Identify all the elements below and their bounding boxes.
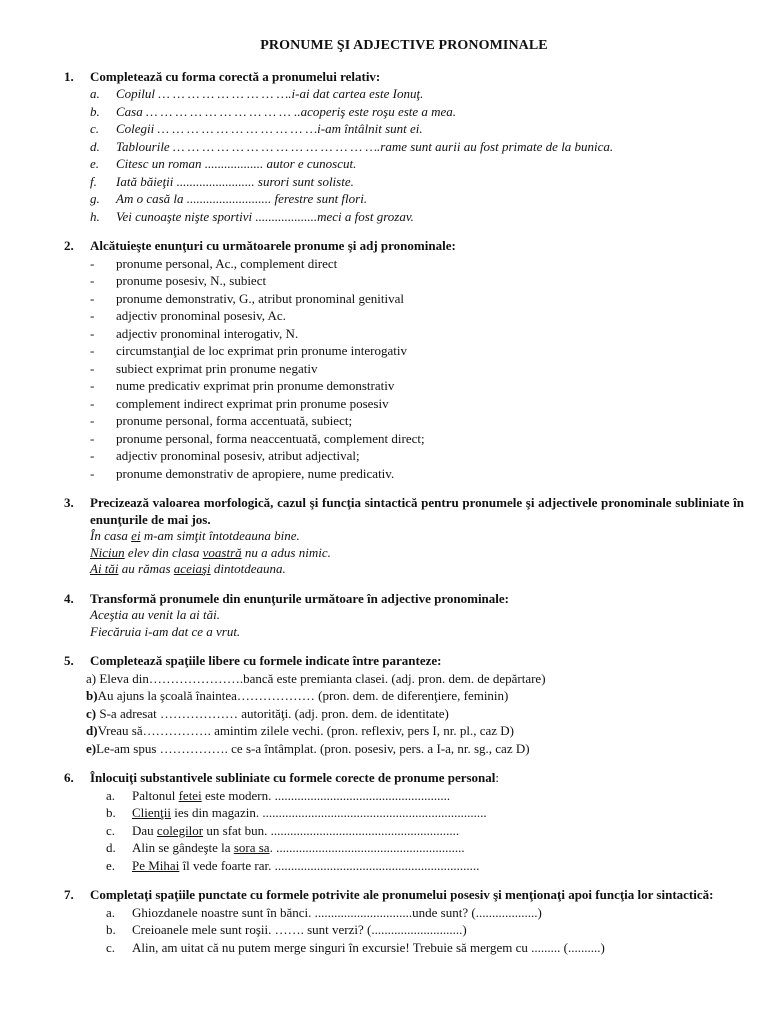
list-item: d. Alin se gândeşte la sora sa. .......................................................... bbox=[106, 840, 465, 855]
exercise-6-list bbox=[64, 788, 744, 875]
list-item: - pronume posesiv, N., subiect bbox=[90, 273, 267, 288]
list-item: g. Am o casă la .......................... ferestre sunt flori. bbox=[90, 191, 368, 206]
exercise-6: 6. Înlocuiţi substantivele subliniate cu formele corecte de pronume personal: a. Paltonul fetei este modern. ...................................................... b. Clienţii ies din magazin. ..................................................................... c. Dau colegilor un sfat bun. .......................................................... d. Alin se gândeşte la sora sa. .......................................................... e. Pe Mihai îl vede foarte rar. ............................................................... bbox=[64, 770, 744, 874]
exercise-number: 3. bbox=[64, 495, 74, 510]
list-item: - adjectiv pronominal interogativ, N. bbox=[90, 325, 299, 341]
exercise-number: 4. bbox=[64, 590, 74, 606]
exercise-heading: Precizează valoarea morfologică, cazul şi funcţia sintactică pentru pronumele şi adjectivele pronominale subliniate în enunţurile de mai jos. bbox=[90, 495, 744, 527]
sentence: În casa ei m-am simţit întotdeauna bine. bbox=[90, 528, 300, 543]
list-item: b)Au ajuns la şcoală înaintea……………… (pron. dem. de diferenţiere, feminin) bbox=[86, 688, 509, 703]
list-item: c. Colegii … … … … … … … … … … …i-am întâlnit sunt ei. bbox=[90, 121, 423, 136]
sentence: Niciun elev din clasa voastră nu a adus nimic. bbox=[90, 544, 331, 560]
exercise-number: 2. bbox=[64, 238, 74, 253]
list-item: - nume predicativ exprimat prin pronume demonstrativ bbox=[90, 378, 395, 393]
exercise-1 bbox=[64, 69, 744, 226]
sentence: Ai tăi au rămas aceiaşi dintotdeauna. bbox=[90, 561, 286, 576]
list-item: c. Alin, am uitat că nu putem merge singuri în excursie! Trebuie să mergem cu ......... (..........) bbox=[106, 939, 605, 955]
exercise-heading: Transformă pronumele din enunţurile următoare în adjective pronominale: bbox=[90, 590, 509, 606]
list-item: - adjectiv pronominal posesiv, Ac. bbox=[90, 308, 286, 323]
list-item: - adjectiv pronominal posesiv, atribut adjectival; bbox=[90, 448, 360, 463]
list-item: a. Paltonul fetei este modern. ...................................................... bbox=[106, 787, 451, 803]
list-item: - pronume personal, forma accentuată, subiect; bbox=[90, 413, 353, 428]
list-item: b. Creioanele mele sunt roşii. ……. sunt verzi? (............................) bbox=[106, 922, 467, 937]
list-item: b. Clienţii ies din magazin. ..................................................................... bbox=[106, 805, 487, 820]
list-item: e)Le-am spus ……………. ce s-a întâmplat. (pron. posesiv, pers. a I-a, nr. sg., caz D) bbox=[86, 740, 530, 756]
list-item: h. Vei cunoaşte nişte sportivi ...................meci a fost grozav. bbox=[90, 208, 414, 224]
list-item: d. Tablourile … … … … … … … … … … … … … ….rame sunt aurii au fost primate de la bunica. bbox=[90, 138, 614, 154]
list-item: a. Copilul … … … … … … … … ….i-ai dat cartea este Ionuţ. bbox=[90, 86, 424, 101]
list-item: c) S-a adresat ……………… autorităţi. (adj. pron. dem. de identitate) bbox=[86, 705, 449, 721]
exercise-heading: Completaţi spaţiile punctate cu formele potrivite ale pronumelui posesiv şi menţionaţi apoi funcţia lor sintactică: bbox=[90, 887, 714, 902]
exercise-heading: Înlocuiţi substantivele subliniate cu formele corecte de pronume personal bbox=[90, 770, 496, 785]
list-item: - pronume personal, Ac., complement direct bbox=[90, 255, 338, 271]
exercise-heading: Completează spaţiile libere cu formele indicate între paranteze: bbox=[90, 653, 442, 668]
list-item: - subiect exprimat prin pronume negativ bbox=[90, 360, 318, 376]
exercise-1-list bbox=[64, 86, 744, 225]
list-item: - pronume personal, forma neaccentuată, complement direct; bbox=[90, 430, 425, 446]
exercise-2 bbox=[64, 238, 744, 482]
list-item: - pronume demonstrativ de apropiere, nume predicativ. bbox=[90, 465, 395, 481]
page-title: PRONUME ŞI ADJECTIVE PRONOMINALE bbox=[260, 38, 548, 53]
sentence: Fiecăruia i-am dat ce a vrut. bbox=[90, 623, 241, 639]
list-item: - circumstanţial de loc exprimat prin pronume interogativ bbox=[90, 343, 407, 358]
list-item: e. Citesc un roman .................. autor e cunoscut. bbox=[90, 156, 357, 171]
exercise-heading: Alcătuieşte enunţuri cu următoarele pronume şi adj pronominale: bbox=[90, 238, 456, 253]
exercise-number: 6. bbox=[64, 770, 74, 785]
exercise-3 bbox=[64, 495, 744, 578]
list-item: - complement indirect exprimat prin pronume posesiv bbox=[90, 395, 389, 411]
exercise-5-list bbox=[64, 671, 744, 758]
exercise-number: 7. bbox=[64, 887, 74, 902]
exercise-number: 5. bbox=[64, 653, 74, 668]
list-item: c. Dau colegilor un sfat bun. .......................................................... bbox=[106, 822, 460, 838]
list-item: d)Vreau să……………. amintim zilele vechi. (pron. reflexiv, pers I, nr. pl., caz D) bbox=[86, 723, 514, 738]
sentence: Aceştia au venit la ai tăi. bbox=[90, 607, 220, 622]
exercise-7 bbox=[64, 887, 744, 956]
list-item: a. Ghiozdanele noastre sunt în bănci. ..............................unde sunt? (...................) bbox=[106, 904, 542, 920]
list-item: f. Iată băieţii ........................ surori sunt soliste. bbox=[90, 173, 354, 189]
exercise-4 bbox=[64, 591, 744, 641]
list-item: - pronume demonstrativ, G., atribut pronominal genitival bbox=[90, 290, 404, 306]
list-item: b. Casa … … … … … … … … … … ..acoperiş este roşu este a mea. bbox=[90, 103, 457, 119]
exercise-7-list bbox=[64, 905, 744, 957]
exercise-5 bbox=[64, 653, 744, 757]
exercise-2-list bbox=[64, 256, 744, 483]
list-item: a) Eleva din………………….bancă este premianta clasei. (adj. pron. dem. de depărtare) bbox=[86, 670, 546, 686]
exercise-number: 1. bbox=[64, 68, 74, 84]
exercise-heading: Completează cu forma corectă a pronumelui relativ: bbox=[90, 68, 381, 84]
list-item: e. Pe Mihai îl vede foarte rar. ............................................................... bbox=[106, 857, 480, 873]
